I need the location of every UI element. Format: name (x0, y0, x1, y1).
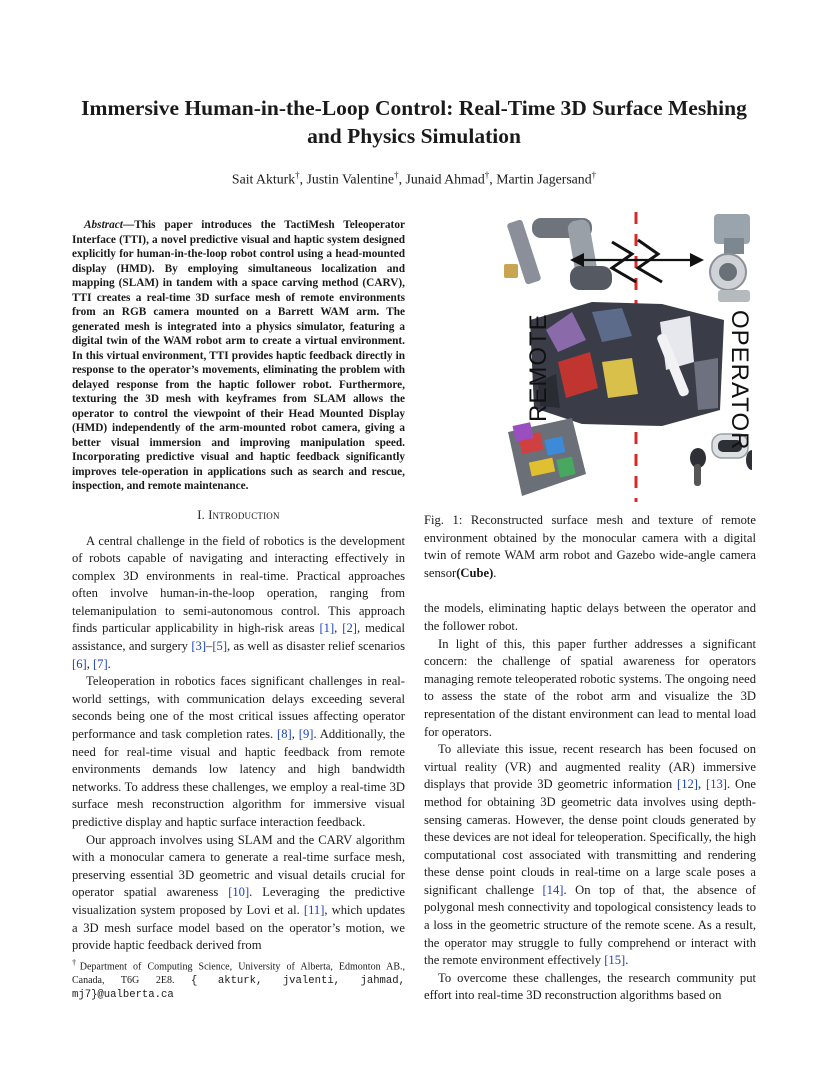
citation-link[interactable]: [11] (303, 902, 325, 917)
citation-link[interactable]: [3] (191, 639, 207, 654)
author-mark: † (484, 170, 490, 180)
right-paragraph-3: To overcome these challenges, the research community put effort into real-time 3D reconstruction algorithms based on (424, 970, 756, 1003)
text-run: . Leveraging the predictive visualization system proposed by Lovi et al. (72, 885, 405, 917)
citation-link[interactable]: [5] (212, 639, 228, 654)
author-separator: , (489, 171, 497, 187)
text-run: , (334, 621, 343, 636)
author-list (40, 170, 788, 188)
text-run: . Additionally, the need for real-time visual and haptic feedback from remote environments demands low latency and high bandwidth networks. To address these challenges, we employ a real-time 3D surface mesh reconstruction algorithm for immersive visual predictive display and haptic surface interaction feedback. (72, 727, 406, 829)
intro-paragraph-2 (72, 673, 405, 831)
section-heading (72, 508, 405, 523)
operator-label: OPERATOR (726, 310, 752, 451)
citation-link[interactable]: [9] (298, 727, 314, 742)
text-run: . (107, 656, 111, 671)
text-run: – (206, 639, 213, 654)
figure-illustration (462, 212, 752, 502)
left-column (72, 218, 405, 955)
citation-link[interactable]: [13] (706, 777, 727, 792)
intro-paragraph-1 (72, 533, 405, 674)
citation-link[interactable]: [12] (677, 777, 698, 792)
title-line-2: and Physics Simulation (307, 124, 521, 148)
footnote-emails: { akturk, jvalenti, jahmad, mj7}@ualberta.ca (72, 974, 405, 1002)
remote-objects-image (508, 418, 586, 496)
title-line-1: Immersive Human-in-the-Loop Control: Real-Time 3D Surface Meshing (81, 96, 747, 120)
text-run: . On top of that, the absence of polygonal mesh connectivity and topological consistency leads to a loss in the geometric structure of the remote scene. As a result, the operator may struggle to fully comprehend or interact with the remote environment effectively (424, 882, 756, 968)
abstract (72, 218, 405, 494)
author-name: Junaid Ahmad (405, 171, 485, 187)
footnote-mark: † (72, 958, 80, 967)
haptic-device-image (710, 214, 750, 302)
abstract-text: —This paper introduces the TactiMesh Teleoperator Interface (TTI), a novel predictive visual and haptic system designed explicitly for human-in-the-loop robot control using a head-mounted display (HMD). By employing simultaneous localization and mapping (SLAM) in tandem with a space carving method (CARV), TTI creates a real-time 3D surface mesh of remote environments from an RGB camera mounted on a Barrett WAM arm. The generated mesh is integrated into a physics simulator, featuring a digital twin of the WAM robot arm to create a virtual environment. In this virtual environment, TTI provides haptic feedback directly in response to the operator’s movements, eliminating the problem with delayed response from the haptic follower robot. Furthermore, texturing the 3D mesh with keyframes from SLAM allows the operator to control the viewpoint of their Head Mounted Display (HMD) independently of the arm-mounted robot camera, giving a better visual immersion and improving manipulation speed. Incorporating predictive visual and haptic feedback significantly improves tele-operation in applications such as search and rescue, inspection, and remote maintenance. (72, 219, 405, 492)
wam-robot-arm-image (504, 218, 612, 290)
text-run: , which updates a 3D mesh surface model based on the operator’s motion, we provide haptic feedback derived from (72, 902, 405, 953)
author-separator: , (299, 171, 307, 187)
author-name: Sait Akturk (231, 171, 296, 187)
text-run: Our approach involves using SLAM and the CARV algorithm with a monocular camera to generate a real-time surface mesh, preserving essential 3D geometric and visual details crucial for operator spatial awareness (72, 832, 405, 900)
text-run: , medical assistance, and surgery (72, 621, 405, 654)
section-number: I. (197, 507, 209, 522)
footnote-text: Department of Computing Science, University of Alberta, Edmonton AB., Canada, T6G 2E8. (72, 961, 405, 986)
author-mark: † (591, 170, 597, 180)
text-run: Teleoperation in robotics faces significant challenges in real-world settings, with communication delays exceeding several seconds being one of the most critical issues affecting operator performance and task completion rates. (72, 674, 405, 742)
text-run: . (625, 953, 629, 968)
citation-link[interactable]: [1] (319, 621, 335, 636)
section-name: Introduction (208, 507, 280, 522)
caption-bold-text: (Cube) (456, 565, 494, 580)
citation-link[interactable]: [2] (342, 621, 357, 636)
figure-1 (462, 212, 752, 502)
citation-link[interactable]: [10] (228, 885, 250, 900)
citation-link[interactable]: [14] (542, 882, 564, 897)
figure-caption (424, 512, 756, 582)
citation-link[interactable]: [7] (92, 656, 108, 671)
text-run: To alleviate this issue, recent research has been focused on virtual reality (VR) and augmented reality (AR) immersive displays that provide 3D geometric information (424, 742, 756, 792)
author-mark: † (295, 170, 300, 180)
remote-label: REMOTE (525, 313, 552, 422)
text-run: , (86, 656, 93, 671)
right-paragraph-continued: the models, eliminating haptic delays between the operator and the follower robot. (424, 601, 756, 633)
citation-link[interactable]: [8] (277, 727, 292, 742)
right-paragraph-2 (424, 741, 756, 970)
text-run: , (698, 777, 707, 792)
author-name: Martin Jagersand (496, 171, 592, 187)
abstract-label: Abstract (84, 219, 123, 231)
text-run: , as well as disaster relief scenarios (227, 639, 405, 654)
text-run: , (291, 727, 299, 742)
citation-link[interactable]: [15] (604, 953, 626, 968)
caption-text: Fig. 1: Reconstructed surface mesh and texture of remote environment obtained by the monocular camera with a digital twin of remote WAM arm robot and Gazebo wide-angle camera sensor (424, 513, 756, 580)
affiliation-footnote (72, 956, 405, 1003)
right-column (424, 212, 756, 1005)
author-mark: † (394, 170, 399, 180)
citation-link[interactable]: [6] (72, 656, 87, 671)
paper-title (40, 94, 788, 150)
author-separator: , (398, 171, 406, 187)
reconstructed-mesh-scene (530, 302, 724, 426)
text-run: A central challenge in the field of robotics is the development of robots capable of navigating and interacting effectively in complex 3D environments in real-time. Practical approaches often involve human-in-the-loop operation, ranging from telemanipulation to semi-autonomous control. This approach finds particular applicability in high-risk areas (72, 533, 405, 636)
text-run: . One method for obtaining 3D geometric data involves using depth-sensing cameras. However, the dense point clouds generated by these devices are not ideal for teleoperation. Specifically, the high computational cost associated with transmitting and rendering these dense point clouds in real-time on a large scale poses a significant challenge (424, 777, 756, 897)
right-paragraph-1: In light of this, this paper further addresses a significant concern: the challenge of spatial awareness for operators managing remote teleoperated robotic systems. The ongoing need to assess the state of the robot arm and visualize the 3D representation of the distant environment can lead to mental load for operators. (424, 636, 756, 739)
intro-paragraph-3 (72, 832, 405, 955)
caption-suffix: . (493, 565, 497, 580)
author-name: Justin Valentine (306, 171, 395, 187)
